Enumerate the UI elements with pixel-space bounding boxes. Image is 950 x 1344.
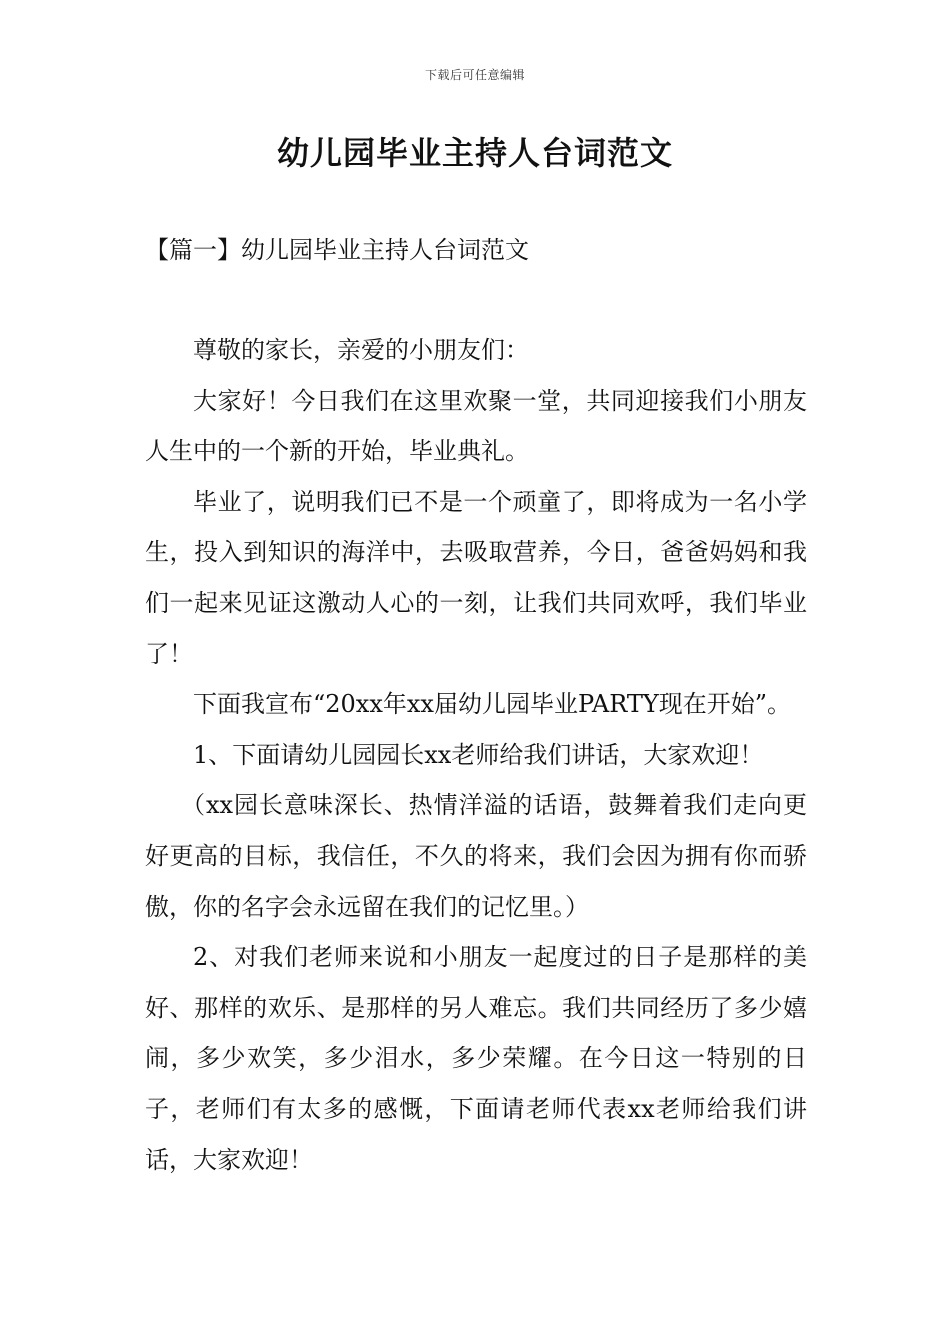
document-title: 幼儿园毕业主持人台词范文 xyxy=(276,134,673,172)
paragraph-graduation: 毕业了，说明我们已不是一个顽童了，即将成为一名小学生，投入到知识的海洋中，去吸取营养，今日，爸爸妈妈和我们一起来见证这激动人心的一刻，让我们共同欢呼，我们毕业了！ xyxy=(145,487,807,668)
paragraph-announcement: 下面我宣布“20xx年xx届幼儿园毕业PARTY现在开始”。 xyxy=(193,690,791,719)
paragraph-principal-note: （xx园长意味深长、热情洋溢的话语，鼓舞着我们走向更好更高的目标，我信任，不久的将来，我们会因为拥有你而骄傲，你的名字会永远留在我们的记忆里。） xyxy=(145,791,807,921)
document-body xyxy=(145,325,807,1185)
paragraph-item-2: 2、对我们老师来说和小朋友一起度过的日子是那样的美好、那样的欢乐、是那样的另人难忘。我们共同经历了多少嬉闹，多少欢笑，多少泪水，多少荣耀。在今日这一特别的日子，老师们有太多的感慨，下面请老师代表xx老师给我们讲话，大家欢迎！ xyxy=(145,943,807,1174)
section-heading: 【篇一】幼儿园毕业主持人台词范文 xyxy=(145,236,529,264)
paragraph-item-1: 1、下面请幼儿园园长xx老师给我们讲话，大家欢迎！ xyxy=(193,740,764,769)
paragraph-welcome: 大家好！今日我们在这里欢聚一堂，共同迎接我们小朋友人生中的一个新的开始，毕业典礼。 xyxy=(145,386,807,466)
paragraph-greeting: 尊敬的家长，亲爱的小朋友们： xyxy=(193,336,529,364)
header-note: 下载后可任意编辑 xyxy=(424,68,525,82)
